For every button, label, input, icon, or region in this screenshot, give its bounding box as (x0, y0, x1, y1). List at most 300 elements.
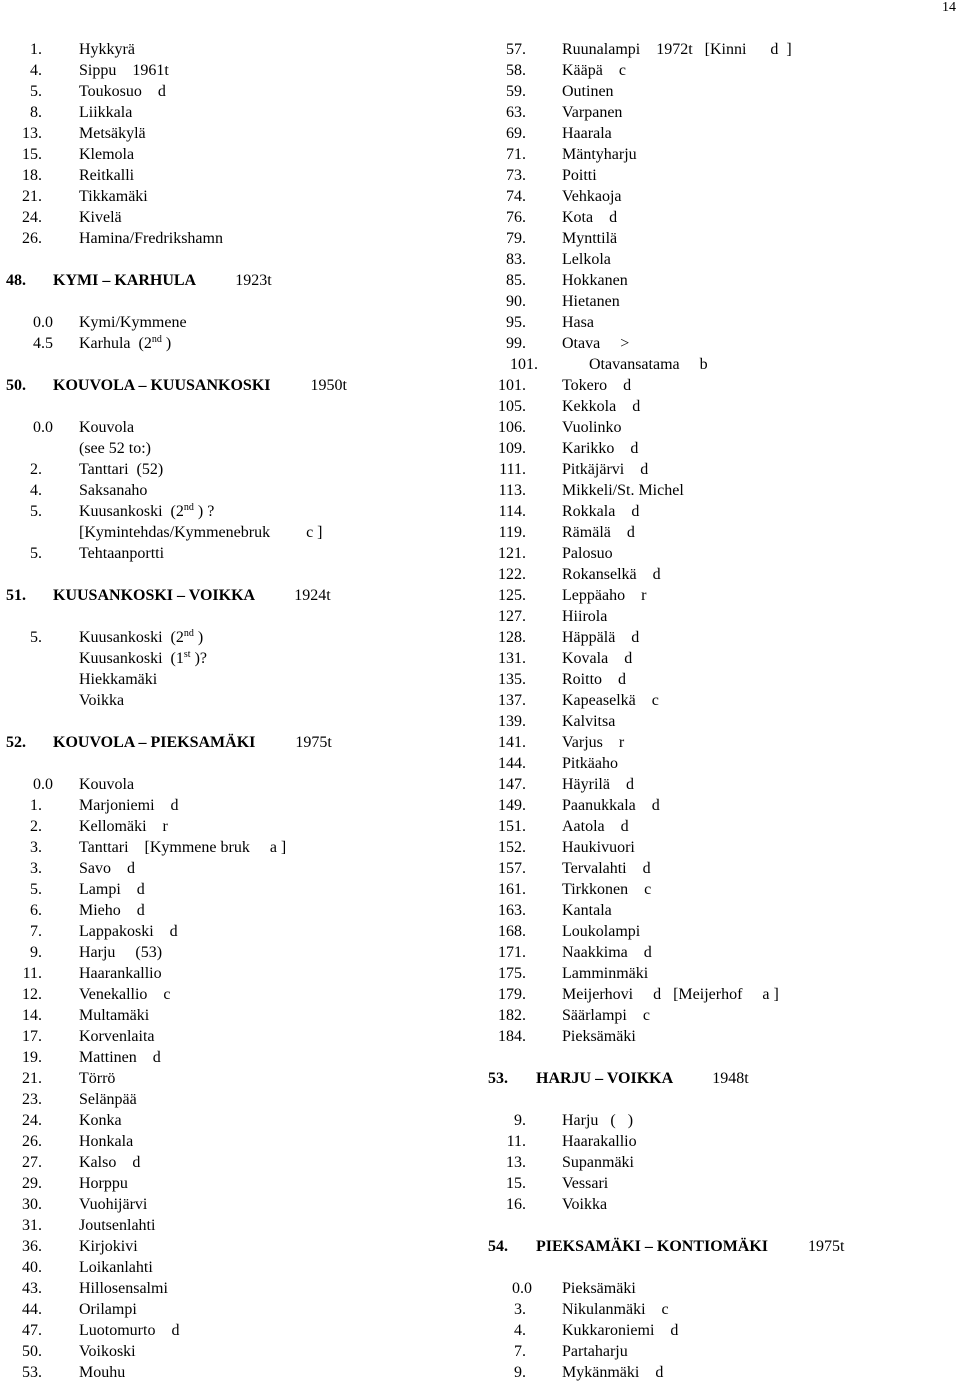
station-km: 99. (506, 335, 526, 352)
station-text: Kalvitsa (562, 713, 616, 730)
station-km: 7. (30, 923, 42, 940)
station-row (0, 1069, 480, 1090)
station-text: Kirjokivi (79, 1238, 138, 1255)
station-name (562, 292, 620, 312)
station-km: 69. (506, 125, 526, 142)
station-text: Lappakoski d (79, 923, 178, 940)
station-name (562, 922, 640, 942)
station-row (484, 628, 960, 649)
station-km: 111. (499, 461, 526, 478)
station-suffix: ) (161, 335, 172, 352)
section-heading (484, 1069, 960, 1090)
station-name (562, 712, 615, 732)
station-name (79, 1279, 168, 1299)
station-km: 31. (22, 1217, 42, 1234)
station-row (484, 103, 960, 124)
station-km: 163. (498, 902, 526, 919)
station-row (484, 292, 960, 313)
station-row (484, 187, 960, 208)
station-row (0, 187, 480, 208)
station-name (562, 859, 651, 879)
station-text: Tikkamäki (79, 188, 148, 205)
station-name (79, 1363, 125, 1383)
station-name (562, 145, 637, 165)
station-km: 114. (498, 503, 526, 520)
station-km: 3. (30, 860, 42, 877)
station-km: 21. (22, 1070, 42, 1087)
station-text: Metsäkylä (79, 125, 146, 142)
section-heading (0, 271, 480, 292)
station-km: 9. (514, 1364, 526, 1381)
station-row (0, 1006, 480, 1027)
section-title (53, 733, 332, 753)
station-text: Voikoski (79, 1343, 136, 1360)
station-name (562, 376, 631, 396)
station-km: 109. (498, 440, 526, 457)
station-row (484, 355, 960, 376)
station-name (562, 733, 624, 753)
station-row (484, 586, 960, 607)
station-row (484, 775, 960, 796)
station-km: 58. (506, 62, 526, 79)
station-row (484, 229, 960, 250)
station-name (562, 901, 612, 921)
station-km: 43. (22, 1280, 42, 1297)
station-name (562, 1174, 608, 1194)
section-route: KOUVOLA – PIEKSAMÄKI (53, 734, 256, 751)
station-text: Haarakallio (562, 1133, 637, 1150)
station-row (484, 1153, 960, 1174)
station-km: 105. (498, 398, 526, 415)
station-name (562, 460, 648, 480)
station-text: Kota d (562, 209, 618, 226)
section-heading (484, 1237, 960, 1258)
station-name (79, 40, 135, 60)
station-text: Säärlampi c (562, 1007, 650, 1024)
station-km: 57. (506, 41, 526, 58)
station-km: 3. (514, 1301, 526, 1318)
station-name (562, 586, 646, 606)
station-name (79, 61, 169, 81)
station-name (79, 964, 162, 984)
station-name (562, 1342, 628, 1362)
station-row (0, 481, 480, 502)
section-route: PIEKSAMÄKI – KONTIOMÄKI (536, 1238, 769, 1255)
station-km: 13. (506, 1154, 526, 1171)
station-row (484, 1111, 960, 1132)
station-km: 5. (30, 545, 42, 562)
spacer (0, 712, 480, 733)
station-name (562, 964, 648, 984)
station-text: Tehtaanportti (79, 545, 165, 562)
station-text: Meijerhovi d [Meijerhof a ] (562, 986, 779, 1003)
station-text: Tanttari (52) (79, 461, 164, 478)
spacer (0, 292, 480, 313)
station-km: 4. (514, 1322, 526, 1339)
station-row (484, 712, 960, 733)
station-km: 147. (498, 776, 526, 793)
station-km: 144. (498, 755, 526, 772)
station-text: Kouvola (79, 419, 135, 436)
station-row (0, 880, 480, 901)
station-km: 26. (22, 230, 42, 247)
station-text: Voikka (562, 1196, 608, 1213)
station-text: Karikko d (562, 440, 639, 457)
station-text: [Kymintehdas/Kymmenebruk c ] (79, 524, 323, 541)
station-name (79, 859, 135, 879)
station-name (562, 1279, 636, 1299)
station-row (484, 523, 960, 544)
station-text: Mikkeli/St. Michel (562, 482, 684, 499)
station-row (0, 502, 480, 523)
station-text: Otavansatama b (589, 356, 708, 373)
station-row (0, 1153, 480, 1174)
station-row (484, 880, 960, 901)
station-row (0, 1111, 480, 1132)
station-name (79, 124, 146, 144)
station-text: Tanttari [Kymmene bruk a ] (79, 839, 287, 856)
station-text: Kapeaselkä c (562, 692, 659, 709)
station-name (79, 670, 157, 690)
spacer (484, 1090, 960, 1111)
section-title (53, 376, 347, 396)
station-km: 168. (498, 923, 526, 940)
station-name (79, 1132, 133, 1152)
station-km: 76. (506, 209, 526, 226)
station-name (79, 901, 145, 921)
station-km: 15. (506, 1175, 526, 1192)
station-km: 127. (498, 608, 526, 625)
station-row (0, 1216, 480, 1237)
station-row (484, 1363, 960, 1384)
station-name (562, 670, 626, 690)
station-row (484, 1321, 960, 1342)
station-name (79, 544, 164, 564)
station-name (562, 313, 594, 333)
station-name (79, 1048, 161, 1068)
station-km: 6. (30, 902, 42, 919)
station-text: Pitkäjärvi d (562, 461, 649, 478)
station-text: Nikulanmäki c (562, 1301, 669, 1318)
station-name (79, 838, 286, 858)
station-text: Selänpää (79, 1091, 137, 1108)
station-row (0, 796, 480, 817)
station-text: Kellomäki r (79, 818, 168, 835)
station-text: Häppälä d (562, 629, 640, 646)
station-text: Otava > (562, 335, 630, 352)
station-row (484, 208, 960, 229)
station-row (484, 460, 960, 481)
station-km: 9. (514, 1112, 526, 1129)
station-name (562, 61, 626, 81)
station-name (562, 82, 614, 102)
station-row (0, 40, 480, 61)
station-row (0, 1321, 480, 1342)
station-row (0, 922, 480, 943)
station-text: Loukolampi (562, 923, 641, 940)
station-km: 16. (506, 1196, 526, 1213)
station-km: 21. (22, 188, 42, 205)
section-year: 1923t (235, 272, 272, 289)
station-text: Luotomurto d (79, 1322, 180, 1339)
station-text: Tervalahti d (562, 860, 651, 877)
station-text: Rokkala d (562, 503, 640, 520)
station-text: Hykkyrä (79, 41, 135, 58)
station-name (562, 523, 635, 543)
station-row (484, 313, 960, 334)
station-name (562, 229, 617, 249)
station-text: Harju ( ) (562, 1112, 634, 1129)
station-name (79, 103, 132, 123)
station-name (562, 166, 597, 186)
station-row (484, 1300, 960, 1321)
station-km: 26. (22, 1133, 42, 1150)
station-row (484, 943, 960, 964)
station-row (0, 544, 480, 565)
station-km: 175. (498, 965, 526, 982)
station-km: 125. (498, 587, 526, 604)
station-row (0, 418, 480, 439)
station-row (484, 1132, 960, 1153)
station-km: 44. (22, 1301, 42, 1318)
station-text: Mouhu (79, 1364, 126, 1381)
station-row (0, 208, 480, 229)
station-row (0, 1174, 480, 1195)
station-text: Tirkkonen c (562, 881, 652, 898)
station-km: 2. (30, 818, 42, 835)
station-km: 106. (498, 419, 526, 436)
station-row (0, 859, 480, 880)
station-name (79, 1090, 137, 1110)
station-text: Mieho d (79, 902, 145, 919)
station-text: Klemola (79, 146, 135, 163)
station-name (562, 1195, 607, 1215)
station-row (484, 271, 960, 292)
station-name (79, 985, 171, 1005)
station-text: Supanmäki (562, 1154, 634, 1171)
station-km: 53. (22, 1364, 42, 1381)
station-text: Häyrilä d (562, 776, 634, 793)
station-km: 85. (506, 272, 526, 289)
station-row (0, 1342, 480, 1363)
station-text: Rämälä d (562, 524, 635, 541)
station-text: Liikkala (79, 104, 133, 121)
station-name (562, 397, 640, 417)
spacer (484, 1216, 960, 1237)
station-name (79, 1153, 140, 1173)
station-text: Lamminmäki (562, 965, 649, 982)
station-row (484, 502, 960, 523)
station-km: 12. (22, 986, 42, 1003)
station-row (484, 754, 960, 775)
spacer (0, 607, 480, 628)
station-text: (see 52 to:) (79, 440, 151, 457)
station-row (484, 40, 960, 61)
station-name (562, 544, 613, 564)
station-km: 59. (506, 83, 526, 100)
station-text: Toukosuo d (79, 83, 166, 100)
station-text: Harju (53) (79, 944, 163, 961)
spacer (0, 355, 480, 376)
station-km: 5. (30, 881, 42, 898)
section-title (53, 586, 331, 606)
station-km: 83. (506, 251, 526, 268)
station-text: Mäntyharju (562, 146, 637, 163)
station-km: 137. (498, 692, 526, 709)
section-route: HARJU – VOIKKA (536, 1070, 673, 1087)
station-name (562, 1321, 678, 1341)
station-name (562, 187, 622, 207)
station-suffix: )? (190, 650, 207, 667)
station-km: 171. (498, 944, 526, 961)
station-suffix: ) ? (193, 503, 215, 520)
station-name (79, 523, 323, 543)
station-text: Rokanselkä d (562, 566, 661, 583)
station-km: 50. (22, 1343, 42, 1360)
station-row (0, 313, 480, 334)
station-name (79, 922, 178, 942)
station-row (484, 817, 960, 838)
station-km: 139. (498, 713, 526, 730)
station-row (0, 460, 480, 481)
station-row (0, 1279, 480, 1300)
ordinal-superscript: st (183, 649, 191, 660)
station-km: 121. (498, 545, 526, 562)
station-row (484, 124, 960, 145)
station-row (484, 1174, 960, 1195)
station-km: 141. (498, 734, 526, 751)
station-text: Haarankallio (79, 965, 162, 982)
station-text: Kantala (562, 902, 612, 919)
station-row (0, 523, 480, 544)
station-row (0, 985, 480, 1006)
station-name (79, 628, 203, 648)
station-km: 101. (510, 356, 538, 373)
station-text: Lelkola (562, 251, 611, 268)
station-row (484, 607, 960, 628)
station-text: Kukkaroniemi d (562, 1322, 679, 1339)
station-name (562, 775, 634, 795)
station-row (484, 481, 960, 502)
station-name (562, 880, 651, 900)
section-route: KOUVOLA – KUUSANKOSKI (53, 377, 271, 394)
section-year: 1975t (295, 734, 332, 751)
station-name (79, 817, 168, 837)
station-text: Vessari (562, 1175, 609, 1192)
station-km: 0.0 (33, 314, 53, 331)
station-row (484, 901, 960, 922)
station-km: 0.0 (33, 776, 53, 793)
station-name (79, 334, 171, 354)
station-km: 161. (498, 881, 526, 898)
spacer (0, 250, 480, 271)
station-km: 135. (498, 671, 526, 688)
station-row (0, 649, 480, 670)
station-km: 13. (22, 125, 42, 142)
station-text: Pieksämäki (562, 1028, 636, 1045)
station-row (0, 166, 480, 187)
station-km: 14. (22, 1007, 42, 1024)
station-row (0, 1195, 480, 1216)
station-row (484, 1027, 960, 1048)
station-name (79, 1006, 149, 1026)
station-row (484, 82, 960, 103)
section-number: 48. (6, 272, 26, 289)
station-text: Naakkima d (562, 944, 652, 961)
station-name (79, 649, 207, 669)
station-name (562, 502, 639, 522)
section-number: 50. (6, 377, 26, 394)
station-name (562, 1027, 636, 1047)
station-row (484, 334, 960, 355)
station-row (0, 901, 480, 922)
station-km: 23. (22, 1091, 42, 1108)
station-text: Hietanen (562, 293, 620, 310)
station-text: Aatola d (562, 818, 629, 835)
station-name (79, 796, 179, 816)
station-text: Poitti (562, 167, 597, 184)
station-row (484, 1195, 960, 1216)
station-name (562, 1111, 633, 1131)
station-row (0, 1258, 480, 1279)
section-number: 52. (6, 734, 26, 751)
section-title (53, 271, 272, 291)
station-km: 113. (498, 482, 526, 499)
station-row (0, 775, 480, 796)
station-row (484, 145, 960, 166)
station-km: 184. (498, 1028, 526, 1045)
spacer (0, 754, 480, 775)
station-km: 4. (30, 62, 42, 79)
station-name (79, 1195, 147, 1215)
station-row (484, 250, 960, 271)
station-name (79, 1321, 179, 1341)
station-row (0, 691, 480, 712)
station-row (0, 670, 480, 691)
station-row (484, 418, 960, 439)
station-text: Saksanaho (79, 482, 148, 499)
spacer (484, 1048, 960, 1069)
station-row (484, 859, 960, 880)
station-text: Honkala (79, 1133, 134, 1150)
station-km: 3. (30, 839, 42, 856)
section-heading (0, 376, 480, 397)
station-row (0, 124, 480, 145)
station-name (79, 481, 147, 501)
station-name (562, 439, 638, 459)
station-km: 4. (30, 482, 42, 499)
station-suffix: ) (193, 629, 204, 646)
station-name (562, 817, 629, 837)
station-name (562, 481, 684, 501)
station-row (0, 439, 480, 460)
station-km: 11. (22, 965, 42, 982)
station-name (79, 460, 163, 480)
station-name (562, 1363, 663, 1383)
station-km: 40. (22, 1259, 42, 1276)
station-row (484, 397, 960, 418)
station-row (0, 1048, 480, 1069)
station-km: 8. (30, 104, 42, 121)
station-text: Varpanen (562, 104, 623, 121)
station-km: 24. (22, 209, 42, 226)
station-name (79, 187, 148, 207)
station-text: Pieksämäki (562, 1280, 636, 1297)
station-km: 179. (498, 986, 526, 1003)
station-km: 152. (498, 839, 526, 856)
station-name (79, 1027, 155, 1047)
station-name (562, 1006, 650, 1026)
